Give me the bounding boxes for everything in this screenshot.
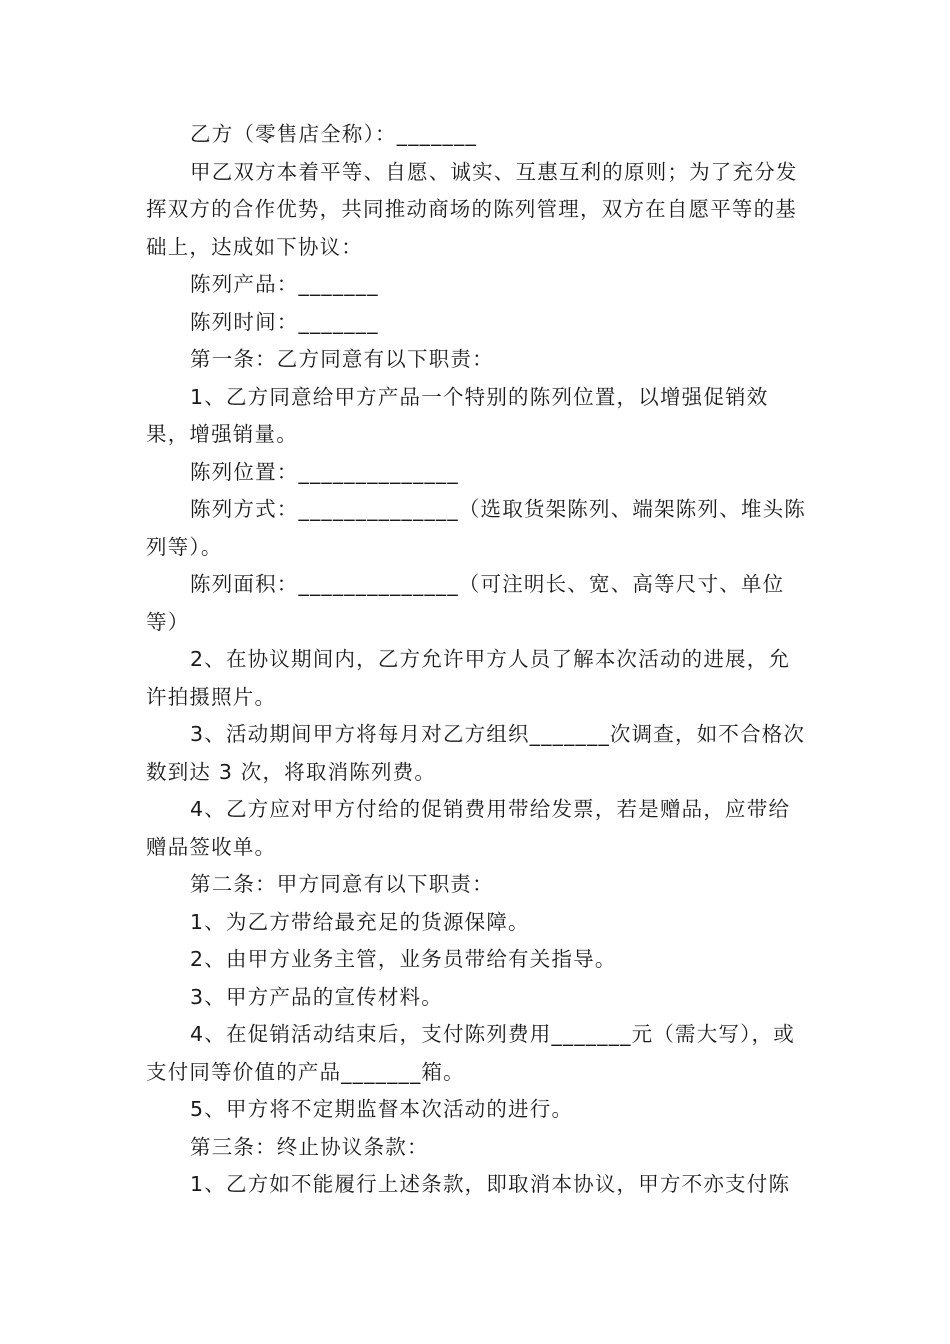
display-product-line: 陈列产品：_______	[190, 272, 379, 296]
article-2-item-2: 2、由甲方业务主管，业务员带给有关指导。	[190, 947, 617, 971]
article-3-heading: 第三条：终止协议条款：	[190, 1134, 429, 1159]
article-1-item-1: 1、乙方同意给甲方产品一个特别的陈列位置，以增强促销效果，增强销量。	[146, 384, 769, 446]
article-2-heading: 第二条：甲方同意有以下职责：	[190, 872, 494, 896]
article-1-item-3: 3、活动期间甲方将每月对乙方组织_______次调查，如不合格次数到达 3 次，将取消陈列费。	[146, 722, 806, 784]
document-body	[146, 116, 808, 1204]
display-position-line: 陈列位置：______________	[190, 459, 459, 484]
party-b-name-line: 乙方（零售店全称）：_______	[190, 122, 477, 146]
display-time-line: 陈列时间：_______	[190, 309, 379, 334]
article-2-item-1: 1、为乙方带给最充足的货源保障。	[190, 909, 530, 934]
article-2-item-5: 5、甲方将不定期监督本次活动的进行。	[190, 1097, 574, 1121]
article-1-heading: 第一条：乙方同意有以下职责：	[190, 347, 494, 371]
display-area-line: 陈列面积：______________（可注明长、宽、高等尺寸、单位等）	[146, 572, 785, 634]
article-3-item-1: 1、乙方如不能履行上述条款，即取消本协议，甲方不亦支付陈	[190, 1172, 791, 1196]
article-2-item-3: 3、甲方产品的宣传材料。	[190, 984, 443, 1009]
article-1-item-2: 2、在协议期间内，乙方允许甲方人员了解本次活动的进展，允许拍摄照片。	[146, 647, 791, 709]
article-2-item-4: 4、在促销活动结束后，支付陈列费用_______元（需大写），或支付同等价值的产品_______箱。	[146, 1022, 795, 1084]
article-1-item-4: 4、乙方应对甲方付给的促销费用带给发票，若是赠品，应带给赠品签收单。	[146, 797, 791, 859]
display-method-line: 陈列方式：______________（选取货架陈列、端架陈列、堆头陈列等）。	[146, 497, 806, 559]
agreement-preamble: 甲乙双方本着平等、自愿、诚实、互惠互利的原则；为了充分发挥双方的合作优势，共同推动商场的陈列管理，双方在自愿平等的基础上，达成如下协议：	[146, 159, 798, 259]
